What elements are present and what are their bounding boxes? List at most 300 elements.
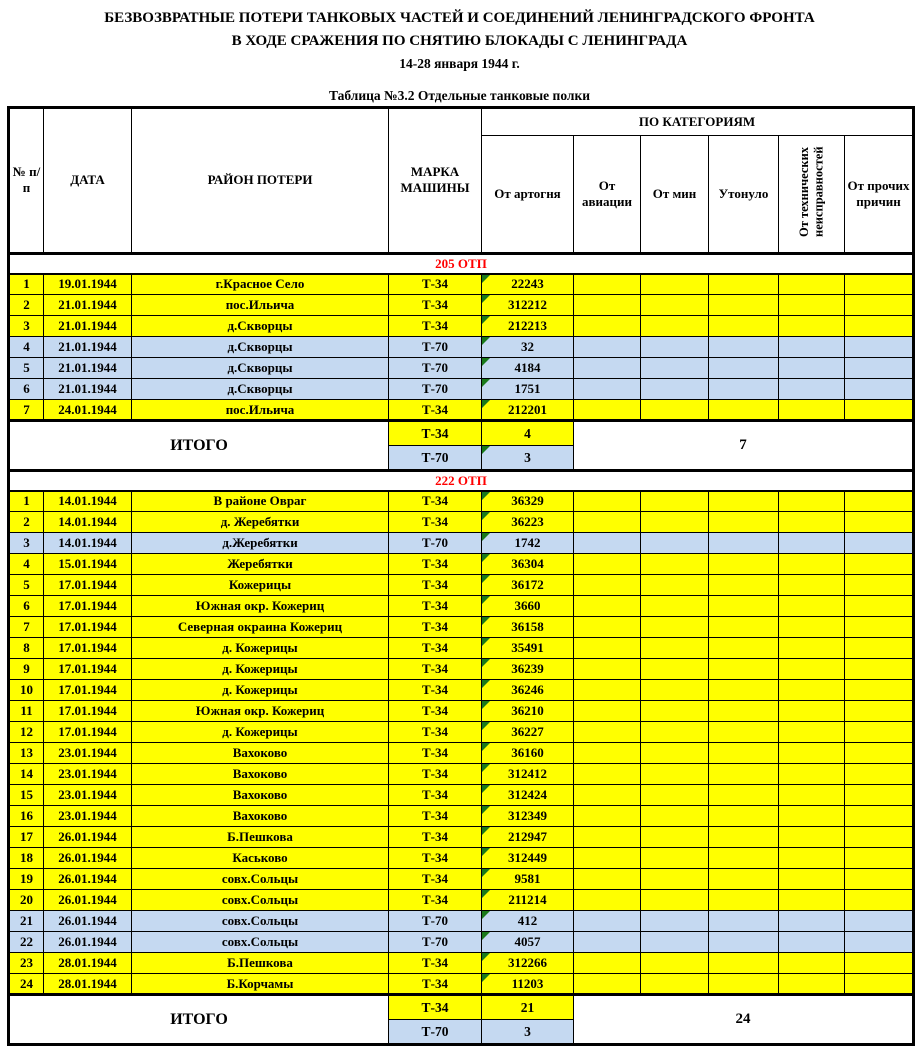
cell-technical-loss xyxy=(779,869,845,890)
cell-vehicle-model: Т-34 xyxy=(389,316,482,337)
cell-technical-loss xyxy=(779,554,845,575)
cell-aviation-loss xyxy=(574,617,641,638)
cell-mines-loss xyxy=(641,680,709,701)
cell-other-loss xyxy=(845,400,914,421)
cell-loss-area: совх.Сольцы xyxy=(132,911,389,932)
cell-mines-loss xyxy=(641,890,709,911)
cell-artillery-loss: 36160 xyxy=(482,743,574,764)
table-row xyxy=(9,659,914,680)
cell-other-loss xyxy=(845,806,914,827)
cell-mines-loss xyxy=(641,659,709,680)
cell-other-loss xyxy=(845,743,914,764)
table-row xyxy=(9,827,914,848)
cell-technical-loss xyxy=(779,491,845,512)
cell-other-loss xyxy=(845,554,914,575)
cell-mines-loss xyxy=(641,764,709,785)
cell-technical-loss xyxy=(779,722,845,743)
cell-loss-area: Северная окраина Кожериц xyxy=(132,617,389,638)
header-categories-group: ПО КАТЕГОРИЯМ xyxy=(482,107,914,135)
cell-mines-loss xyxy=(641,617,709,638)
cell-artillery-loss: 312266 xyxy=(482,953,574,974)
header-vehicle-model: МАРКА МАШИНЫ xyxy=(389,107,482,253)
cell-drowned-loss xyxy=(709,764,779,785)
cell-drowned-loss xyxy=(709,512,779,533)
cell-row-number: 13 xyxy=(9,743,44,764)
cell-vehicle-model: Т-70 xyxy=(389,358,482,379)
cell-loss-area: д. Кожерицы xyxy=(132,722,389,743)
cell-date: 23.01.1944 xyxy=(44,806,132,827)
table-row xyxy=(9,806,914,827)
table-row xyxy=(9,848,914,869)
cell-mines-loss xyxy=(641,974,709,995)
cell-aviation-loss xyxy=(574,533,641,554)
cell-other-loss xyxy=(845,638,914,659)
cell-mines-loss xyxy=(641,806,709,827)
cell-technical-loss xyxy=(779,316,845,337)
cell-loss-area: пос.Ильича xyxy=(132,400,389,421)
cell-date: 17.01.1944 xyxy=(44,575,132,596)
cell-vehicle-model: Т-34 xyxy=(389,295,482,316)
cell-date: 26.01.1944 xyxy=(44,911,132,932)
cell-row-number: 22 xyxy=(9,932,44,953)
total-label: ИТОГО xyxy=(9,421,389,471)
cell-row-number: 1 xyxy=(9,274,44,295)
cell-drowned-loss xyxy=(709,806,779,827)
cell-technical-loss xyxy=(779,932,845,953)
cell-other-loss xyxy=(845,764,914,785)
page-title: БЕЗВОЗВРАТНЫЕ ПОТЕРИ ТАНКОВЫХ ЧАСТЕЙ И СОЕДИНЕНИЙ ЛЕНИНГРАДСКОГО ФРОНТА xyxy=(104,10,815,26)
cell-loss-area: Б.Корчамы xyxy=(132,974,389,995)
cell-row-number: 7 xyxy=(9,617,44,638)
cell-drowned-loss xyxy=(709,869,779,890)
cell-row-number: 2 xyxy=(9,512,44,533)
cell-row-number: 1 xyxy=(9,491,44,512)
cell-mines-loss xyxy=(641,554,709,575)
cell-loss-area: д. Кожерицы xyxy=(132,638,389,659)
cell-other-loss xyxy=(845,596,914,617)
cell-technical-loss xyxy=(779,953,845,974)
cell-date: 19.01.1944 xyxy=(44,274,132,295)
cell-artillery-loss: 1751 xyxy=(482,379,574,400)
table-row xyxy=(9,890,914,911)
cell-other-loss xyxy=(845,575,914,596)
cell-loss-area: д.Скворцы xyxy=(132,337,389,358)
cell-artillery-loss: 36210 xyxy=(482,701,574,722)
cell-aviation-loss xyxy=(574,743,641,764)
cell-technical-loss xyxy=(779,764,845,785)
cell-mines-loss xyxy=(641,638,709,659)
cell-technical-loss xyxy=(779,974,845,995)
cell-loss-area: В районе Овраг xyxy=(132,491,389,512)
cell-date: 28.01.1944 xyxy=(44,953,132,974)
table-row xyxy=(9,785,914,806)
table-row xyxy=(9,316,914,337)
cell-mines-loss xyxy=(641,848,709,869)
cell-date: 21.01.1944 xyxy=(44,358,132,379)
cell-loss-area: пос.Ильича xyxy=(132,295,389,316)
cell-drowned-loss xyxy=(709,953,779,974)
cell-mines-loss xyxy=(641,379,709,400)
cell-loss-area: д.Жеребятки xyxy=(132,533,389,554)
header-technical-label: От технических неисправностей xyxy=(797,146,826,238)
cell-row-number: 6 xyxy=(9,596,44,617)
table-row xyxy=(9,533,914,554)
cell-aviation-loss xyxy=(574,932,641,953)
cell-loss-area: д. Кожерицы xyxy=(132,680,389,701)
cell-technical-loss xyxy=(779,358,845,379)
cell-loss-area: совх.Сольцы xyxy=(132,890,389,911)
cell-aviation-loss xyxy=(574,659,641,680)
summary-row xyxy=(9,421,914,446)
cell-mines-loss xyxy=(641,869,709,890)
cell-mines-loss xyxy=(641,743,709,764)
table-row xyxy=(9,869,914,890)
cell-other-loss xyxy=(845,316,914,337)
cell-artillery-loss: 1742 xyxy=(482,533,574,554)
cell-drowned-loss xyxy=(709,680,779,701)
cell-vehicle-model: Т-34 xyxy=(389,554,482,575)
cell-aviation-loss xyxy=(574,848,641,869)
table-caption: Таблица №3.2 Отдельные танковые полки xyxy=(328,87,591,103)
cell-aviation-loss xyxy=(574,554,641,575)
cell-vehicle-model: Т-34 xyxy=(389,400,482,421)
cell-loss-area: Южная окр. Кожериц xyxy=(132,701,389,722)
cell-artillery-loss: 211214 xyxy=(482,890,574,911)
cell-drowned-loss xyxy=(709,274,779,295)
cell-vehicle-model: Т-34 xyxy=(389,785,482,806)
cell-drowned-loss xyxy=(709,400,779,421)
cell-mines-loss xyxy=(641,953,709,974)
cell-technical-loss xyxy=(779,890,845,911)
cell-vehicle-model: Т-34 xyxy=(389,575,482,596)
total-count-t70: 3 xyxy=(482,446,574,471)
cell-drowned-loss xyxy=(709,533,779,554)
cell-other-loss xyxy=(845,358,914,379)
cell-aviation-loss xyxy=(574,295,641,316)
cell-artillery-loss: 36172 xyxy=(482,575,574,596)
cell-drowned-loss xyxy=(709,379,779,400)
cell-row-number: 8 xyxy=(9,638,44,659)
cell-aviation-loss xyxy=(574,722,641,743)
cell-vehicle-model: Т-34 xyxy=(389,512,482,533)
cell-loss-area: д. Кожерицы xyxy=(132,659,389,680)
cell-artillery-loss: 22243 xyxy=(482,274,574,295)
cell-other-loss xyxy=(845,491,914,512)
cell-vehicle-model: Т-34 xyxy=(389,890,482,911)
table-row xyxy=(9,337,914,358)
cell-vehicle-model: Т-34 xyxy=(389,596,482,617)
cell-drowned-loss xyxy=(709,722,779,743)
total-model-t34: Т-34 xyxy=(389,421,482,446)
cell-row-number: 14 xyxy=(9,764,44,785)
cell-loss-area: Б.Пешкова xyxy=(132,827,389,848)
cell-vehicle-model: Т-34 xyxy=(389,680,482,701)
cell-technical-loss xyxy=(779,911,845,932)
total-count-t34: 4 xyxy=(482,421,574,446)
cell-other-loss xyxy=(845,827,914,848)
table-row xyxy=(9,680,914,701)
cell-technical-loss xyxy=(779,533,845,554)
cell-mines-loss xyxy=(641,295,709,316)
cell-aviation-loss xyxy=(574,911,641,932)
cell-aviation-loss xyxy=(574,358,641,379)
cell-other-loss xyxy=(845,295,914,316)
cell-drowned-loss xyxy=(709,701,779,722)
cell-loss-area: Южная окр. Кожериц xyxy=(132,596,389,617)
cell-row-number: 20 xyxy=(9,890,44,911)
cell-artillery-loss: 312412 xyxy=(482,764,574,785)
cell-mines-loss xyxy=(641,400,709,421)
table-row xyxy=(9,953,914,974)
cell-loss-area: Вахоково xyxy=(132,743,389,764)
cell-row-number: 11 xyxy=(9,701,44,722)
cell-other-loss xyxy=(845,932,914,953)
cell-drowned-loss xyxy=(709,617,779,638)
cell-mines-loss xyxy=(641,533,709,554)
cell-artillery-loss: 35491 xyxy=(482,638,574,659)
cell-artillery-loss: 36329 xyxy=(482,491,574,512)
cell-row-number: 19 xyxy=(9,869,44,890)
cell-row-number: 5 xyxy=(9,575,44,596)
cell-drowned-loss xyxy=(709,827,779,848)
cell-mines-loss xyxy=(641,316,709,337)
cell-mines-loss xyxy=(641,491,709,512)
cell-row-number: 5 xyxy=(9,358,44,379)
cell-vehicle-model: Т-70 xyxy=(389,337,482,358)
cell-date: 26.01.1944 xyxy=(44,848,132,869)
cell-date: 21.01.1944 xyxy=(44,379,132,400)
cell-artillery-loss: 11203 xyxy=(482,974,574,995)
cell-vehicle-model: Т-34 xyxy=(389,638,482,659)
cell-other-loss xyxy=(845,701,914,722)
cell-technical-loss xyxy=(779,701,845,722)
cell-aviation-loss xyxy=(574,596,641,617)
cell-vehicle-model: Т-34 xyxy=(389,953,482,974)
cell-row-number: 17 xyxy=(9,827,44,848)
cell-vehicle-model: Т-34 xyxy=(389,274,482,295)
cell-aviation-loss xyxy=(574,575,641,596)
cell-other-loss xyxy=(845,337,914,358)
cell-artillery-loss: 312424 xyxy=(482,785,574,806)
cell-date: 17.01.1944 xyxy=(44,617,132,638)
cell-drowned-loss xyxy=(709,596,779,617)
cell-vehicle-model: Т-70 xyxy=(389,932,482,953)
cell-vehicle-model: Т-34 xyxy=(389,743,482,764)
section-band-row xyxy=(9,254,914,274)
cell-other-loss xyxy=(845,911,914,932)
cell-date: 23.01.1944 xyxy=(44,785,132,806)
cell-other-loss xyxy=(845,512,914,533)
cell-mines-loss xyxy=(641,358,709,379)
cell-artillery-loss: 312349 xyxy=(482,806,574,827)
table-row xyxy=(9,617,914,638)
cell-mines-loss xyxy=(641,722,709,743)
cell-aviation-loss xyxy=(574,638,641,659)
cell-drowned-loss xyxy=(709,911,779,932)
cell-aviation-loss xyxy=(574,974,641,995)
cell-date: 26.01.1944 xyxy=(44,827,132,848)
cell-date: 17.01.1944 xyxy=(44,638,132,659)
cell-row-number: 12 xyxy=(9,722,44,743)
cell-aviation-loss xyxy=(574,785,641,806)
cell-technical-loss xyxy=(779,596,845,617)
cell-artillery-loss: 3660 xyxy=(482,596,574,617)
cell-other-loss xyxy=(845,974,914,995)
cell-mines-loss xyxy=(641,785,709,806)
cell-row-number: 16 xyxy=(9,806,44,827)
cell-aviation-loss xyxy=(574,491,641,512)
cell-artillery-loss: 36227 xyxy=(482,722,574,743)
cell-row-number: 4 xyxy=(9,554,44,575)
cell-drowned-loss xyxy=(709,358,779,379)
cell-vehicle-model: Т-34 xyxy=(389,701,482,722)
table-row xyxy=(9,932,914,953)
cell-artillery-loss: 212213 xyxy=(482,316,574,337)
cell-date: 17.01.1944 xyxy=(44,596,132,617)
cell-date: 21.01.1944 xyxy=(44,295,132,316)
cell-other-loss xyxy=(845,953,914,974)
cell-date: 24.01.1944 xyxy=(44,400,132,421)
cell-aviation-loss xyxy=(574,400,641,421)
table-header xyxy=(9,107,914,253)
cell-date: 14.01.1944 xyxy=(44,491,132,512)
cell-vehicle-model: Т-34 xyxy=(389,806,482,827)
cell-row-number: 6 xyxy=(9,379,44,400)
cell-aviation-loss xyxy=(574,953,641,974)
cell-vehicle-model: Т-34 xyxy=(389,722,482,743)
cell-loss-area: Вахоково xyxy=(132,806,389,827)
cell-artillery-loss: 36158 xyxy=(482,617,574,638)
cell-row-number: 7 xyxy=(9,400,44,421)
cell-loss-area: г.Красное Село xyxy=(132,274,389,295)
cell-artillery-loss: 36223 xyxy=(482,512,574,533)
cell-vehicle-model: Т-34 xyxy=(389,974,482,995)
cell-vehicle-model: Т-70 xyxy=(389,911,482,932)
cell-vehicle-model: Т-34 xyxy=(389,617,482,638)
grand-total: 24 xyxy=(574,995,914,1045)
total-model-t34: Т-34 xyxy=(389,995,482,1020)
cell-row-number: 24 xyxy=(9,974,44,995)
cell-drowned-loss xyxy=(709,337,779,358)
cell-artillery-loss: 36239 xyxy=(482,659,574,680)
cell-date: 14.01.1944 xyxy=(44,512,132,533)
cell-technical-loss xyxy=(779,806,845,827)
cell-technical-loss xyxy=(779,785,845,806)
section-205-otp xyxy=(9,254,914,471)
cell-vehicle-model: Т-34 xyxy=(389,827,482,848)
cell-artillery-loss: 4057 xyxy=(482,932,574,953)
cell-drowned-loss xyxy=(709,785,779,806)
cell-vehicle-model: Т-34 xyxy=(389,491,482,512)
cell-vehicle-model: Т-34 xyxy=(389,848,482,869)
cell-other-loss xyxy=(845,785,914,806)
cell-date: 26.01.1944 xyxy=(44,869,132,890)
table-row xyxy=(9,358,914,379)
cell-technical-loss xyxy=(779,337,845,358)
cell-mines-loss xyxy=(641,274,709,295)
cell-row-number: 3 xyxy=(9,316,44,337)
header-date: ДАТА xyxy=(44,107,132,253)
cell-drowned-loss xyxy=(709,575,779,596)
cell-date: 17.01.1944 xyxy=(44,659,132,680)
header-aviation: От авиации xyxy=(574,135,641,253)
cell-other-loss xyxy=(845,274,914,295)
cell-aviation-loss xyxy=(574,806,641,827)
total-count-t70: 3 xyxy=(482,1020,574,1045)
cell-loss-area: совх.Сольцы xyxy=(132,932,389,953)
cell-vehicle-model: Т-70 xyxy=(389,379,482,400)
total-model-t70: Т-70 xyxy=(389,446,482,471)
header-technical xyxy=(779,135,845,253)
cell-technical-loss xyxy=(779,743,845,764)
cell-technical-loss xyxy=(779,274,845,295)
cell-technical-loss xyxy=(779,848,845,869)
table-row xyxy=(9,701,914,722)
cell-date: 17.01.1944 xyxy=(44,722,132,743)
cell-drowned-loss xyxy=(709,974,779,995)
table-row xyxy=(9,512,914,533)
cell-loss-area: Кожерицы xyxy=(132,575,389,596)
cell-date: 23.01.1944 xyxy=(44,764,132,785)
cell-artillery-loss: 312449 xyxy=(482,848,574,869)
cell-date: 28.01.1944 xyxy=(44,974,132,995)
cell-other-loss xyxy=(845,533,914,554)
cell-date: 17.01.1944 xyxy=(44,701,132,722)
cell-mines-loss xyxy=(641,932,709,953)
cell-loss-area: Жеребятки xyxy=(132,554,389,575)
cell-drowned-loss xyxy=(709,848,779,869)
cell-aviation-loss xyxy=(574,764,641,785)
cell-technical-loss xyxy=(779,400,845,421)
cell-date: 26.01.1944 xyxy=(44,890,132,911)
table-row xyxy=(9,911,914,932)
cell-drowned-loss xyxy=(709,932,779,953)
cell-date: 21.01.1944 xyxy=(44,316,132,337)
document-header xyxy=(0,0,919,74)
table-row xyxy=(9,491,914,512)
cell-technical-loss xyxy=(779,659,845,680)
cell-other-loss xyxy=(845,680,914,701)
cell-loss-area: д.Скворцы xyxy=(132,316,389,337)
summary-row xyxy=(9,995,914,1020)
cell-date: 15.01.1944 xyxy=(44,554,132,575)
cell-other-loss xyxy=(845,869,914,890)
cell-technical-loss xyxy=(779,617,845,638)
cell-mines-loss xyxy=(641,911,709,932)
cell-aviation-loss xyxy=(574,512,641,533)
cell-other-loss xyxy=(845,659,914,680)
cell-mines-loss xyxy=(641,337,709,358)
cell-vehicle-model: Т-34 xyxy=(389,659,482,680)
cell-aviation-loss xyxy=(574,869,641,890)
cell-mines-loss xyxy=(641,596,709,617)
header-mines: От мин xyxy=(641,135,709,253)
cell-technical-loss xyxy=(779,638,845,659)
cell-date: 14.01.1944 xyxy=(44,533,132,554)
cell-vehicle-model: Т-70 xyxy=(389,533,482,554)
cell-row-number: 9 xyxy=(9,659,44,680)
cell-date: 26.01.1944 xyxy=(44,932,132,953)
cell-aviation-loss xyxy=(574,379,641,400)
tank-losses-table xyxy=(7,106,915,1046)
cell-row-number: 21 xyxy=(9,911,44,932)
table-row xyxy=(9,722,914,743)
cell-drowned-loss xyxy=(709,491,779,512)
cell-aviation-loss xyxy=(574,890,641,911)
cell-other-loss xyxy=(845,890,914,911)
cell-drowned-loss xyxy=(709,316,779,337)
cell-artillery-loss: 4184 xyxy=(482,358,574,379)
